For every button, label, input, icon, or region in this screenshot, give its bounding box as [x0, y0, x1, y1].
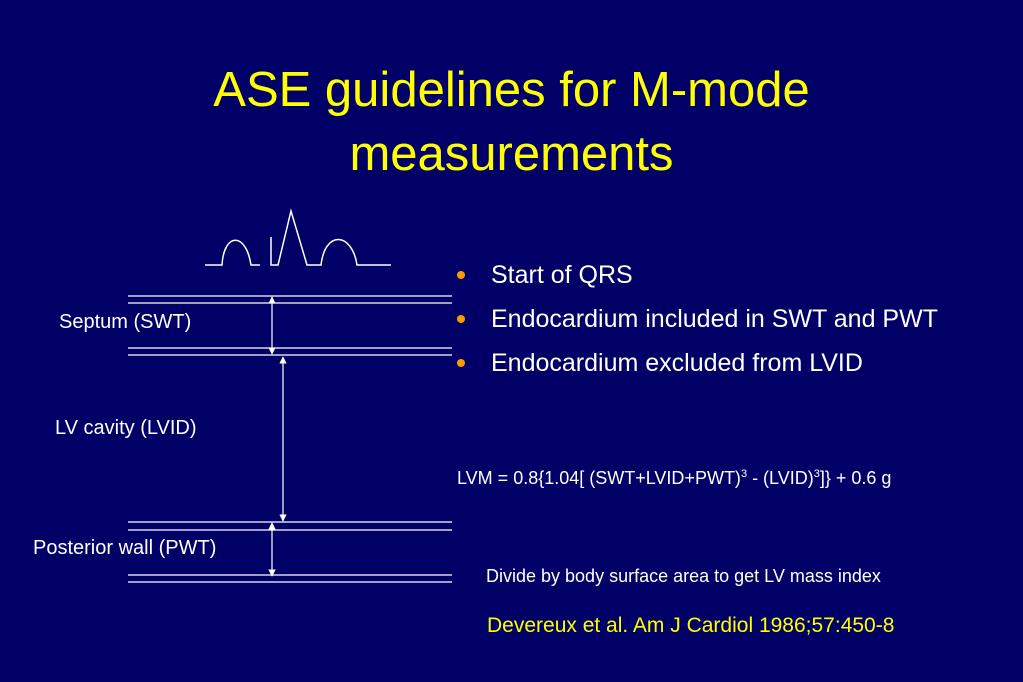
bullet-dot-icon [457, 315, 465, 323]
formula-exponent-2: 3 [813, 468, 820, 480]
formula-part-2: - (LVID) [747, 468, 814, 488]
lv-mass-formula [457, 468, 891, 489]
lv-cavity-label: LV cavity (LVID) [55, 417, 197, 439]
bullet-item [455, 302, 975, 336]
bullet-text: Endocardium excluded from LVID [491, 349, 863, 377]
slide-title-line-1: ASE guidelines for M-mode [213, 63, 810, 117]
septum-label: Septum (SWT) [59, 311, 192, 333]
formula-part-3: ]} + 0.6 g [819, 468, 892, 488]
ecg-trace [205, 211, 391, 265]
formula-exponent-1: 3 [740, 468, 748, 480]
formula-part-1: LVM = 0.8{1.04[ (SWT+LVID+PWT) [457, 468, 741, 488]
bullet-dot-icon [457, 359, 465, 367]
bullet-item [455, 346, 975, 380]
bullet-item [455, 258, 975, 292]
posterior-wall-label: Posterior wall (PWT) [33, 537, 217, 559]
bullet-list [455, 258, 975, 390]
citation: Devereux et al. Am J Cardiol 1986;57:450-8 [487, 614, 895, 637]
bullet-dot-icon [457, 271, 465, 279]
slide-title-line-2: measurements [349, 127, 674, 181]
bullet-text: Endocardium included in SWT and PWT [491, 305, 938, 333]
bsa-note: Divide by body surface area to get LV mass index [486, 566, 881, 586]
bullet-text: Start of QRS [491, 261, 633, 289]
